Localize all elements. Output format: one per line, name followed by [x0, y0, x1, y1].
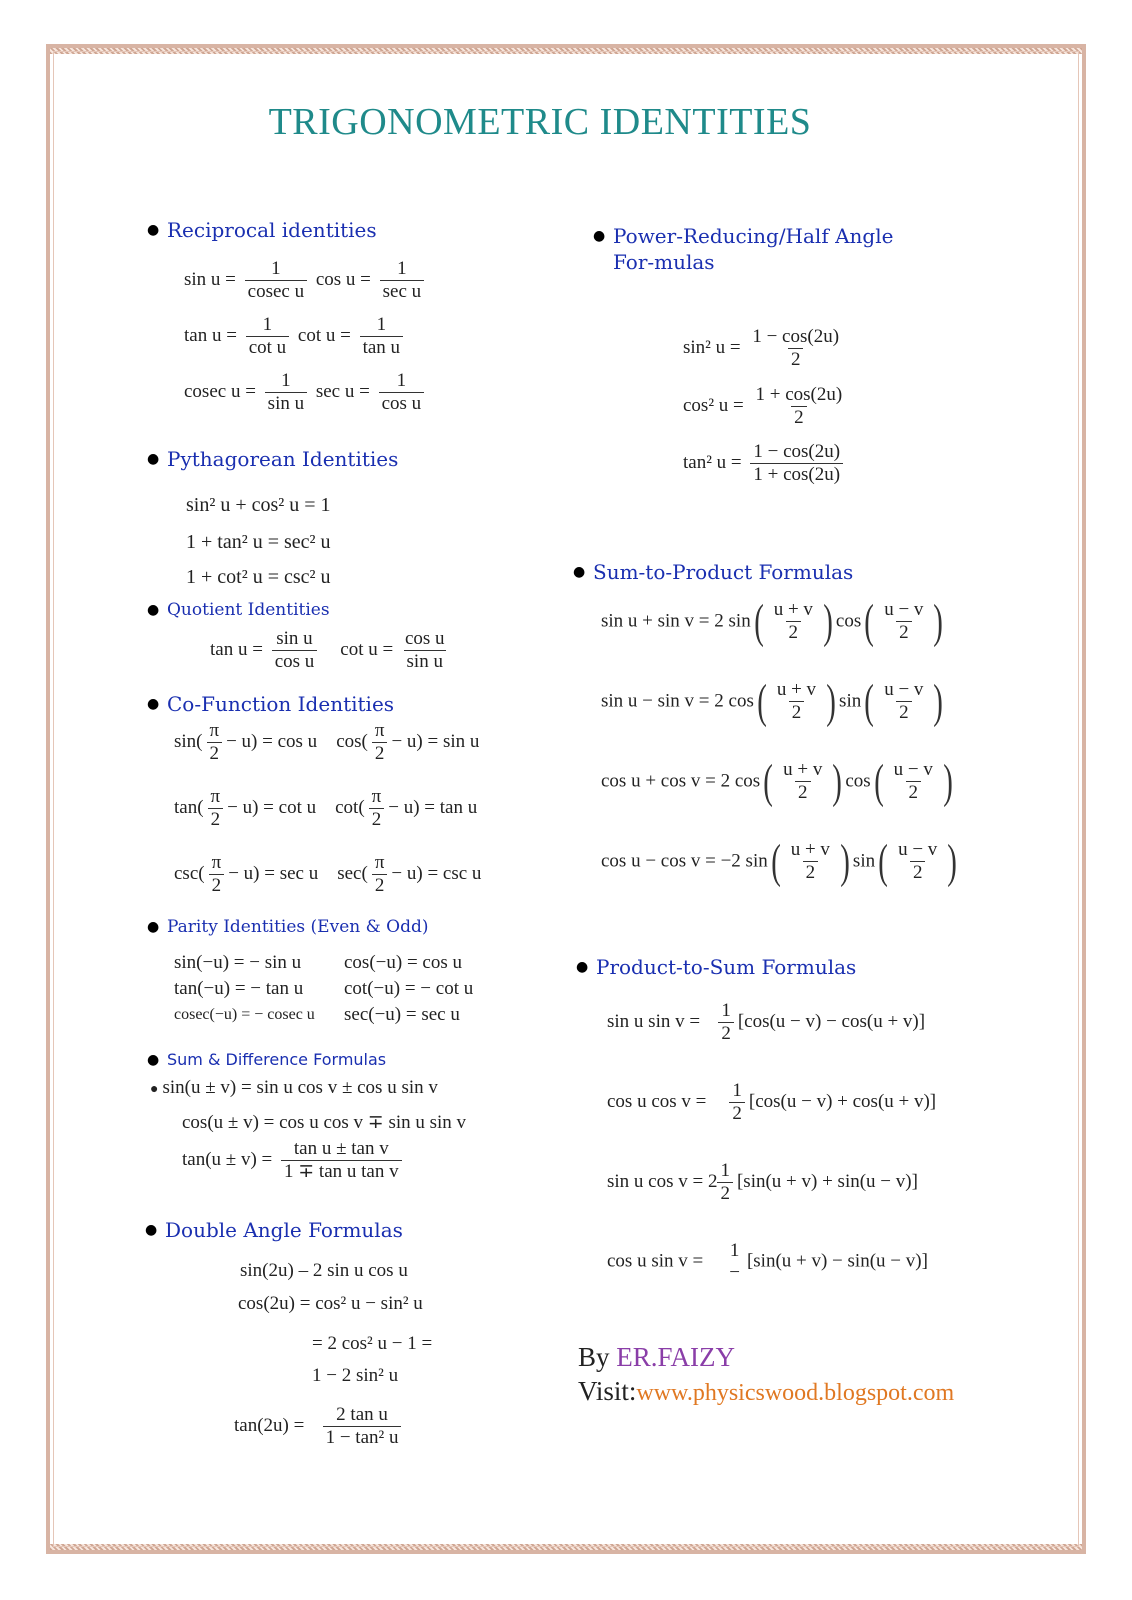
author-name: ER.FAIZY [616, 1342, 736, 1372]
double-angle-heading: ● Double Angle Formulas [145, 1218, 403, 1242]
cofunction-heading: ● Co-Function Identities [147, 692, 395, 716]
parity-row-2-a: tan(−u) = − tan u [174, 978, 304, 999]
sum-to-product-row-4: cos u − cos v = −2 sin( $\frac{u + v}{2}$ ) sin( $\frac{u - v}{2}$ ) [601, 835, 958, 888]
power-row-3: tan² u = $\frac{1 - \cos(2u)}{1 + \cos(2u)}$ [683, 441, 847, 487]
pythagorean-line-1: sin² u + cos² u = 1 [186, 494, 331, 516]
reciprocal-line-2: tan u = $\frac{1}{\text{cot u}}$ cot u = $\frac{1}{\text{tan u}}$ [184, 314, 407, 360]
product-to-sum-row-4: cos u sin v = 1 − [sin(u + v) − sin(u − v)] [607, 1240, 928, 1283]
product-to-sum-row-2: cos u cos v = $\frac{1}{2}$ [cos(u − v) + cos(u + v)] [607, 1080, 937, 1124]
cofunction-row-1: sin( $\frac{\pi}{2}$ − u) = cos u cos( $\frac{\pi}{2}$ − u) = sin u [174, 720, 480, 764]
quotient-line: tan u = $\frac{\text{sin u}}{\text{cos u}}$ cot u = $\frac{\text{cos u}}{\text{sin u}}$ [210, 628, 445, 672]
product-to-sum-row-3: sin u cos v = 2 $\frac{1}{2}$ [sin(u + v) + sin(u − v)] [607, 1160, 918, 1204]
sum-to-product-row-2: sin u − sin v = 2 cos( $\frac{u + v}{2}$ ) sin( $\frac{u - v}{2}$ ) [601, 675, 944, 728]
parity-row-3-b: sec(−u) = sec u [344, 1004, 460, 1025]
cofunction-row-3: csc( $\frac{\pi}{2}$ − u) = sec u sec( $\frac{\pi}{2}$ − u) = csc u [174, 852, 482, 896]
sumdiff-tan: tan(u ± v) = $\frac{\text{tan u ± tan v}}{\text{1 ∓ tan u tan v}}$ [182, 1138, 406, 1184]
power-row-2: cos² u = $\frac{1 + \cos(2u)}{2}$ [683, 384, 843, 428]
product-to-sum-row-1: sin u sin v = $\frac{1}{2}$ [cos(u − v) − cos(u + v)] [607, 1000, 926, 1044]
power-reducing-heading-cont: For-mulas [613, 250, 715, 274]
sumdiff-line-2: cos(u ± v) = cos u cos v ∓ sin u sin v [182, 1112, 467, 1133]
reciprocal-line-1: sin u = $\frac{1}{\text{cosec u}}$ cos u = $\frac{1}{\text{sec u}}$ [184, 258, 428, 304]
product-to-sum-heading: ● Product-to-Sum Formulas [576, 955, 857, 979]
bullet-icon: ● [593, 228, 606, 244]
bullet-icon: ● [145, 1222, 158, 1238]
parity-row-2-b: cot(−u) = − cot u [344, 978, 474, 999]
bullet-icon: ● [147, 919, 160, 935]
double-line-4: 1 − 2 sin² u [312, 1365, 399, 1386]
parity-row-1-a: sin(−u) = − sin u [174, 952, 302, 973]
bullet-icon: ● [147, 222, 160, 238]
page-title: TRIGONOMETRIC IDENTITIES [268, 101, 812, 143]
sum-to-product-row-1: sin u + sin v = 2 sin( $\frac{u + v}{2}$ ) cos( $\frac{u - v}{2}$ ) [601, 595, 944, 648]
parity-heading: ● Parity Identities (Even & Odd) [147, 917, 429, 937]
double-line-2: cos(2u) = cos² u − sin² u [238, 1293, 423, 1314]
website-link[interactable]: www.physicswood.blogspot.com [636, 1380, 955, 1406]
bullet-icon: ● [147, 451, 160, 467]
author-credit: By ER.FAIZY [578, 1342, 736, 1372]
pythagorean-line-2: 1 + tan² u = sec² u [186, 531, 331, 553]
sumdiff-line-1: ● sin(u ± v) = sin u cos v ± cos u sin v [150, 1077, 438, 1098]
visit-line: Visit:www.physicswood.blogspot.com [578, 1376, 955, 1406]
reciprocal-heading: ● Reciprocal identities [147, 218, 377, 242]
power-row-1: sin² u = $\frac{1 - \cos(2u)}{2}$ [683, 326, 840, 370]
quotient-heading: ● Quotient Identities [147, 600, 330, 620]
double-tan: tan(2u) = $\frac{\text{2 tan u}}{\text{1 − tan² u}}$ [234, 1404, 405, 1450]
power-reducing-heading: ● Power-Reducing/Half Angle [593, 224, 894, 248]
double-line-3: = 2 cos² u − 1 = [312, 1333, 433, 1354]
bullet-icon: ● [147, 696, 160, 712]
parity-row-1-b: cos(−u) = cos u [344, 952, 462, 973]
bullet-icon: ● [147, 602, 160, 618]
bullet-icon: ● [573, 564, 586, 580]
sumdiff-heading: ● Sum & Difference Formulas [147, 1050, 387, 1069]
sum-to-product-row-3: cos u + cos v = 2 cos( $\frac{u + v}{2}$ ) cos( $\frac{u - v}{2}$ ) [601, 755, 953, 808]
cofunction-row-2: tan( $\frac{\pi}{2}$ − u) = cot u cot( $\frac{\pi}{2}$ − u) = tan u [174, 786, 478, 830]
pythagorean-line-3: 1 + cot² u = csc² u [186, 566, 331, 588]
pythagorean-heading: ● Pythagorean Identities [147, 447, 399, 471]
bullet-icon: ● [150, 1082, 159, 1097]
bullet-icon: ● [576, 959, 589, 975]
sum-to-product-heading: ● Sum-to-Product Formulas [573, 560, 854, 584]
bullet-icon: ● [147, 1052, 160, 1068]
parity-row-3-a: cosec(−u) = − cosec u [174, 1006, 315, 1023]
double-line-1: sin(2u) – 2 sin u cos u [240, 1260, 408, 1281]
reciprocal-line-3: cosec u = $\frac{1}{\text{sin u}}$ sec u = $\frac{1}{\text{cos u}}$ [184, 370, 428, 416]
